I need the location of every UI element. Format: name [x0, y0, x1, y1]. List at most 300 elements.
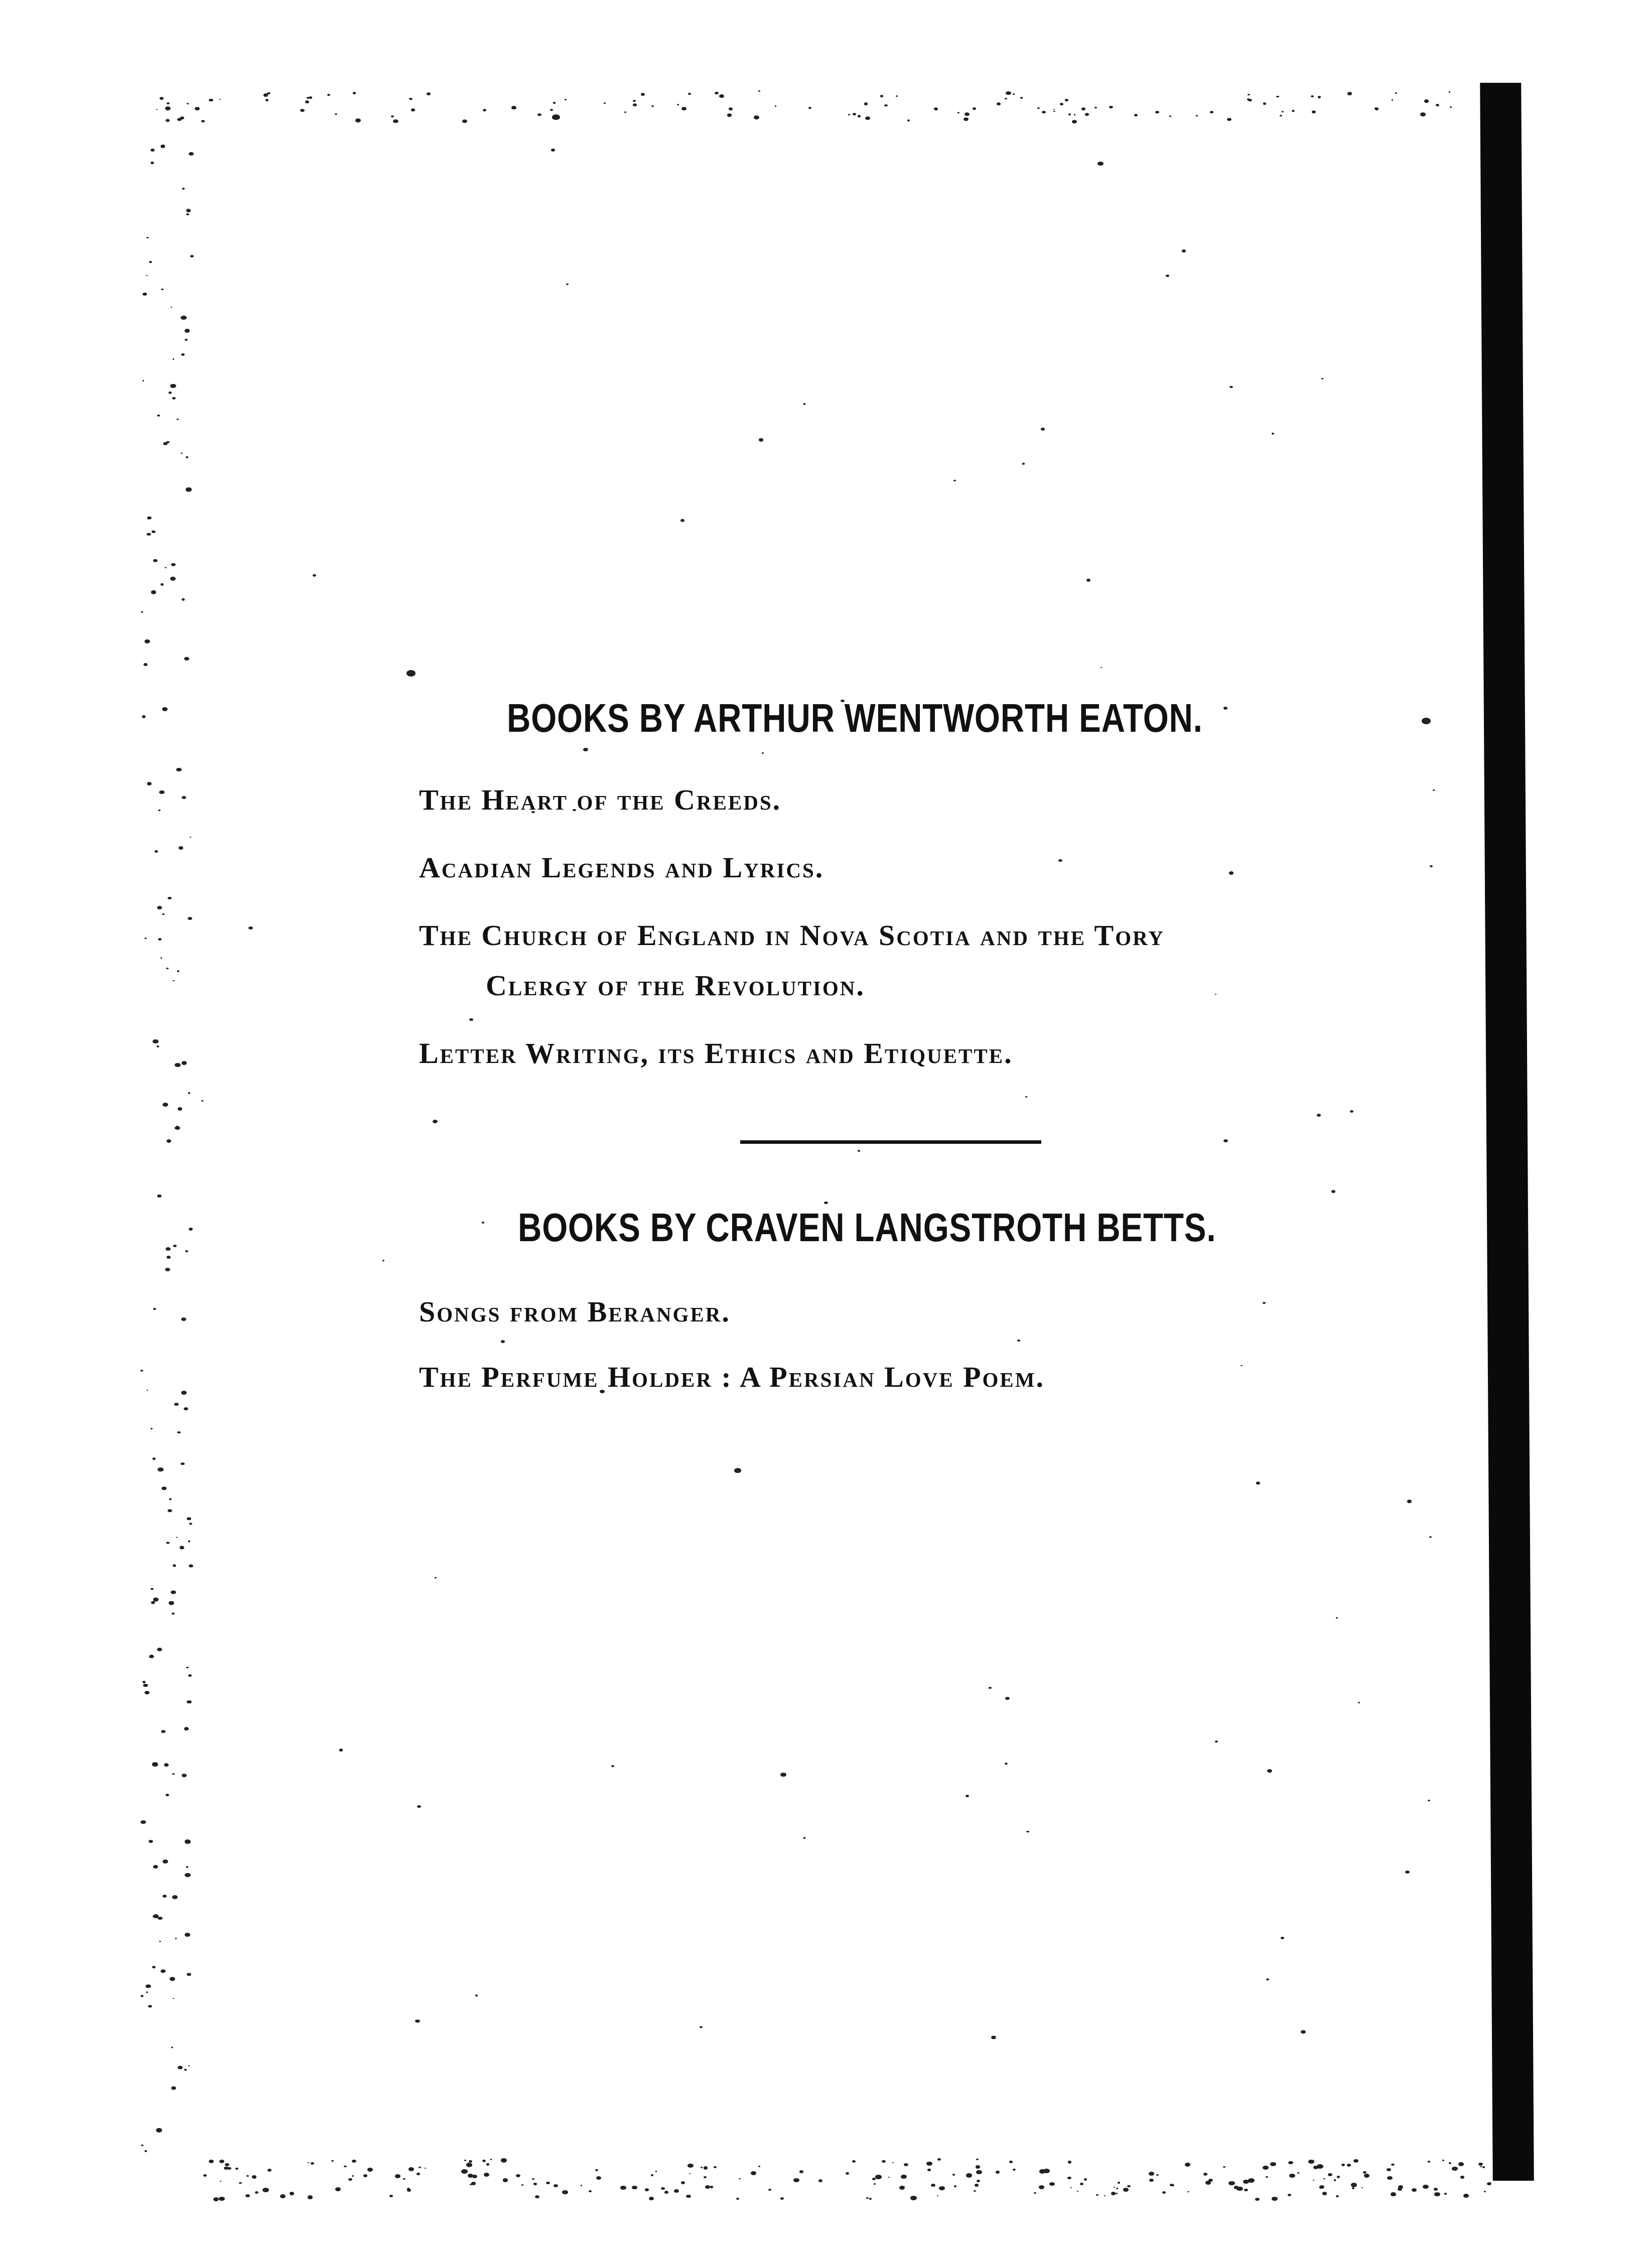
speckle — [395, 2174, 400, 2178]
speckle — [1292, 110, 1295, 112]
speckle — [161, 289, 164, 291]
speckle — [1223, 2166, 1225, 2168]
speckle — [824, 1202, 828, 1205]
speckle — [521, 2184, 523, 2186]
speckle — [546, 2182, 549, 2184]
speckle — [1185, 2163, 1190, 2167]
speckle — [184, 2069, 187, 2071]
speckle — [483, 109, 486, 111]
speckle — [952, 2174, 955, 2176]
speckle — [1223, 1139, 1228, 1142]
speckle — [433, 1120, 438, 1123]
speckle — [147, 782, 152, 785]
speckle — [858, 1150, 860, 1152]
speckle — [155, 850, 158, 853]
speckle — [248, 926, 253, 930]
speckle — [187, 1973, 191, 1976]
speckle — [151, 162, 154, 164]
speckle — [411, 108, 415, 111]
speckle — [719, 94, 724, 98]
speckle — [263, 93, 268, 96]
speckle — [184, 1727, 189, 1731]
speckle — [595, 2169, 598, 2171]
speckle — [280, 2194, 286, 2198]
speckle — [156, 109, 158, 110]
speckle — [152, 530, 156, 534]
speckle — [976, 2165, 980, 2168]
speckle — [1391, 2192, 1396, 2196]
speckle — [537, 113, 541, 116]
speckle — [145, 938, 147, 939]
speckle — [181, 453, 183, 454]
speckle — [1387, 2168, 1391, 2171]
speckle — [147, 533, 151, 536]
speckle — [846, 2172, 849, 2175]
speckle — [1236, 2187, 1243, 2191]
speckle — [153, 559, 158, 562]
speckle — [175, 1063, 180, 1067]
speckle — [178, 1107, 182, 1110]
speckle — [1162, 2191, 1166, 2194]
speckle — [1248, 94, 1250, 95]
speckle — [1266, 2176, 1268, 2178]
speckle — [1080, 2183, 1083, 2185]
speckle — [1025, 1096, 1028, 1098]
speckle — [173, 358, 174, 359]
speckle — [1070, 2187, 1072, 2188]
speckle — [151, 1588, 154, 1590]
speckle — [1442, 2160, 1444, 2161]
speckle — [220, 2181, 221, 2182]
speckle — [147, 516, 152, 519]
speckle — [262, 2188, 269, 2192]
speckle — [1074, 114, 1075, 115]
speckle — [516, 2174, 520, 2177]
speckle — [335, 113, 337, 115]
speckle — [184, 1407, 188, 1410]
speckle — [176, 768, 182, 772]
speckle — [1423, 2185, 1428, 2189]
speckle — [143, 380, 145, 381]
speckle — [290, 2192, 295, 2195]
speckle — [246, 2175, 249, 2177]
speckle — [1317, 1114, 1321, 1117]
speckle — [486, 2163, 489, 2166]
speckle — [188, 2065, 190, 2066]
speckle — [190, 837, 192, 838]
speckle — [1433, 789, 1435, 791]
speckle — [171, 2086, 176, 2090]
speckle — [172, 1773, 175, 1775]
speckle — [313, 574, 316, 577]
speckle — [166, 968, 169, 969]
speckle — [589, 2190, 592, 2192]
speckle — [583, 748, 588, 751]
speckle — [780, 1773, 786, 1777]
speckle — [146, 1984, 151, 1988]
speckle — [172, 1613, 175, 1615]
speckle — [209, 2160, 214, 2163]
speckle — [768, 2189, 771, 2191]
speckle — [308, 2195, 313, 2199]
speckle — [762, 752, 764, 754]
speckle — [1005, 1763, 1008, 1765]
speckle — [181, 316, 186, 320]
speckle — [169, 1601, 174, 1605]
speckle — [182, 796, 186, 799]
speckle — [700, 2026, 703, 2028]
speckle — [189, 1564, 193, 1567]
speckle — [1109, 106, 1113, 109]
speckle — [363, 2174, 367, 2177]
speckle — [157, 415, 160, 417]
speckle — [973, 107, 976, 110]
speckle — [705, 2185, 710, 2189]
speckle — [775, 105, 776, 106]
speckle — [490, 2159, 492, 2160]
speckle — [1337, 2176, 1340, 2178]
speckle — [158, 810, 161, 811]
speckle — [1412, 2188, 1417, 2192]
speckle — [1289, 2174, 1295, 2178]
speckle — [153, 1039, 159, 1043]
speckle — [145, 639, 150, 643]
speckle — [1449, 91, 1451, 93]
speckle — [309, 96, 312, 99]
speckle — [966, 2173, 972, 2177]
speckle — [963, 117, 969, 121]
speckle — [161, 583, 164, 586]
speckle — [185, 329, 190, 332]
speckle — [171, 2047, 174, 2048]
speckle — [484, 2173, 490, 2177]
speckle — [937, 2158, 941, 2161]
speckle — [1450, 106, 1452, 108]
speckle — [172, 1895, 178, 1899]
speckle — [729, 107, 733, 110]
speckle — [1068, 2161, 1072, 2163]
speckle — [182, 1061, 187, 1065]
speckle — [611, 1765, 614, 1767]
speckle — [165, 1268, 170, 1271]
speckle — [1460, 2176, 1464, 2178]
speckle — [182, 188, 185, 190]
speckle — [1072, 120, 1077, 123]
speckle — [382, 1260, 384, 1261]
speckle — [799, 2170, 803, 2173]
speckle — [1336, 2195, 1339, 2197]
speckle — [1041, 428, 1045, 431]
speckle — [633, 100, 636, 102]
speckle — [1452, 2167, 1457, 2171]
speckle — [1009, 2161, 1013, 2163]
speckle — [305, 100, 309, 103]
speckle — [1203, 2173, 1207, 2176]
speckle — [714, 2166, 717, 2169]
book-title-church-of-england-line-2: Clergy of the Revolution. — [486, 969, 865, 1002]
speckle — [409, 98, 412, 100]
speckle — [1006, 91, 1011, 95]
speckle — [1034, 2192, 1036, 2194]
speckle — [1407, 1500, 1412, 1503]
speckle — [187, 1700, 192, 1704]
speckle — [554, 2184, 558, 2187]
speckle — [1321, 378, 1323, 379]
speckle — [884, 104, 887, 106]
speckle — [1353, 2159, 1358, 2163]
speckle — [907, 119, 910, 121]
speckle — [1272, 433, 1274, 435]
speckle — [882, 2160, 886, 2163]
speckle — [596, 2176, 601, 2180]
speckle — [182, 598, 185, 600]
book-title-letter-writing: Letter Writing, its Ethics and Etiquette. — [419, 1037, 1013, 1070]
speckle — [171, 563, 175, 566]
speckle — [1428, 2161, 1430, 2163]
speckle — [151, 1428, 153, 1429]
speckle — [1155, 111, 1159, 114]
speckle — [189, 1523, 192, 1525]
speckle — [1005, 98, 1007, 99]
speckle — [1086, 579, 1090, 581]
speckle — [651, 2174, 653, 2176]
speckle — [186, 209, 191, 212]
speckle — [848, 114, 850, 115]
speckle — [552, 114, 560, 120]
speckle — [758, 90, 760, 92]
speckle — [1484, 2191, 1486, 2192]
speckle — [213, 2197, 219, 2201]
speckle — [866, 2197, 869, 2199]
speckle — [1228, 2181, 1235, 2186]
speckle — [403, 2178, 405, 2180]
speckle — [153, 1457, 156, 1460]
speckle — [171, 307, 172, 308]
speckle — [327, 94, 330, 96]
speckle — [1270, 2162, 1276, 2166]
speckle — [173, 1245, 177, 1247]
speckle — [581, 2185, 583, 2186]
speckle — [185, 1250, 188, 1252]
speckle — [407, 2189, 411, 2192]
speckle — [482, 2160, 486, 2162]
speckle — [425, 2168, 426, 2169]
speckle — [161, 1730, 166, 1733]
speckle — [687, 2164, 694, 2168]
speckle — [501, 1340, 505, 1343]
speckle — [173, 980, 174, 981]
speckle — [633, 103, 637, 106]
speckle — [1392, 99, 1393, 100]
speckle — [1229, 871, 1233, 874]
speckle — [255, 2191, 258, 2194]
speckle — [157, 1194, 162, 1198]
speckle — [1449, 2162, 1451, 2164]
speckle — [181, 1391, 187, 1394]
speckle — [417, 1805, 421, 1808]
speckle — [149, 1655, 154, 1658]
speckle — [471, 2182, 476, 2185]
speckle — [186, 1866, 189, 1868]
speckle — [680, 519, 684, 522]
speckle — [926, 2162, 932, 2166]
speckle — [1241, 1365, 1243, 1367]
speckle — [406, 670, 416, 677]
speckle — [503, 2178, 508, 2182]
speckle — [168, 1509, 172, 1512]
speckle — [393, 119, 398, 123]
speckle — [141, 611, 143, 613]
speckle — [966, 1795, 970, 1797]
speckle — [954, 2185, 956, 2187]
speckle — [149, 261, 152, 263]
speckle — [177, 118, 182, 121]
speckle — [991, 2036, 996, 2039]
speckle — [704, 2176, 707, 2178]
speckle — [141, 1995, 144, 1997]
speckle — [153, 1914, 159, 1918]
section-heading-eaton: BOOKS BY ARTHUR WENTWORTH EATON. — [507, 696, 1203, 740]
speckle — [464, 2160, 467, 2161]
speckle — [1480, 2166, 1481, 2167]
speckle — [189, 152, 194, 156]
speckle — [311, 2162, 314, 2165]
speckle — [681, 107, 686, 110]
speckle — [1053, 109, 1055, 110]
speckle — [1276, 96, 1279, 98]
speckle — [158, 938, 162, 941]
speckle — [1420, 112, 1425, 116]
speckle — [1149, 2179, 1154, 2182]
speckle — [533, 2183, 537, 2185]
speckle — [355, 118, 361, 122]
book-title-songs-from-beranger: Songs from Beranger. — [419, 1295, 731, 1328]
speckle — [1313, 2180, 1314, 2181]
speckle — [808, 107, 811, 109]
speckle — [689, 2173, 691, 2174]
speckle — [159, 790, 165, 794]
speckle — [185, 1933, 190, 1937]
speckle — [182, 1774, 187, 1777]
speckle — [331, 2160, 334, 2162]
speckle — [1096, 2194, 1098, 2196]
speckle — [1282, 111, 1284, 112]
speckle — [143, 1684, 148, 1687]
speckle — [187, 1517, 191, 1520]
book-title-heart-of-the-creeds: The Heart of the Creeds. — [419, 783, 782, 816]
speckle — [161, 957, 163, 958]
speckle — [1114, 2187, 1116, 2188]
speckle — [896, 95, 898, 97]
speckle — [1311, 95, 1314, 97]
speckle — [145, 2150, 147, 2152]
speckle — [501, 2158, 507, 2163]
speckle — [1065, 99, 1068, 101]
speckle — [1405, 1871, 1410, 1874]
speckle — [872, 2178, 876, 2180]
speckle — [1042, 111, 1046, 113]
speckle — [152, 1762, 158, 1766]
speckle — [1267, 1769, 1272, 1773]
speckle — [141, 1820, 146, 1824]
speckle — [348, 2178, 352, 2181]
speckle — [997, 102, 1001, 105]
speckle — [417, 2173, 420, 2175]
speckle — [1312, 110, 1316, 113]
speckle — [461, 2169, 468, 2174]
speckle — [1322, 2192, 1327, 2195]
speckle — [1134, 114, 1138, 116]
speckle — [957, 112, 959, 113]
speckle — [727, 113, 732, 116]
speckle — [195, 107, 200, 110]
speckle — [1187, 2191, 1189, 2193]
speckle — [818, 2179, 822, 2182]
speckle — [335, 2187, 341, 2191]
speckle — [1169, 115, 1171, 117]
speckle — [224, 2167, 228, 2170]
speckle — [1288, 2194, 1291, 2196]
speckle — [686, 2195, 691, 2198]
speckle — [186, 456, 188, 458]
speckle — [162, 1487, 167, 1490]
speckle — [186, 487, 192, 491]
speckle — [1229, 386, 1232, 388]
speckle — [1118, 2182, 1120, 2183]
speckle — [166, 119, 170, 122]
speckle — [149, 1840, 153, 1843]
speckle — [1422, 718, 1431, 724]
speckle — [1361, 2187, 1363, 2188]
speckle — [167, 102, 170, 104]
speckle — [166, 1542, 169, 1544]
speckle — [674, 2189, 679, 2193]
speckle — [188, 1674, 192, 1677]
speckle — [701, 2167, 703, 2168]
speckle — [927, 2169, 930, 2171]
speckle — [977, 2180, 981, 2182]
speckle — [466, 2163, 473, 2167]
speckle — [803, 403, 806, 405]
speckle — [758, 2166, 760, 2167]
speckle — [391, 115, 394, 117]
speckle — [1013, 93, 1015, 95]
speckle — [734, 1468, 741, 1473]
speckle — [858, 115, 861, 117]
speckle — [152, 1966, 156, 1968]
speckle — [1323, 2178, 1325, 2179]
speckle — [1127, 2185, 1130, 2187]
speckle — [736, 2198, 739, 2200]
speckle — [427, 92, 431, 95]
speckle — [1020, 97, 1023, 99]
speckle — [148, 2005, 152, 2008]
speckle — [1049, 2182, 1055, 2186]
speckle — [1434, 2188, 1438, 2191]
speckle — [174, 1403, 179, 1406]
speckle — [145, 1691, 150, 1694]
section-heading-betts: BOOKS BY CRAVEN LANGSTROTH BETTS. — [518, 1205, 1216, 1250]
speckle — [1043, 2169, 1050, 2173]
speckle — [153, 1308, 156, 1310]
speckle — [170, 577, 176, 581]
speckle — [1005, 1697, 1010, 1700]
speckle — [1037, 107, 1040, 109]
speckle — [1248, 2178, 1255, 2183]
speckle — [1328, 2173, 1332, 2176]
speckle — [151, 590, 156, 594]
speckle — [620, 2186, 626, 2190]
